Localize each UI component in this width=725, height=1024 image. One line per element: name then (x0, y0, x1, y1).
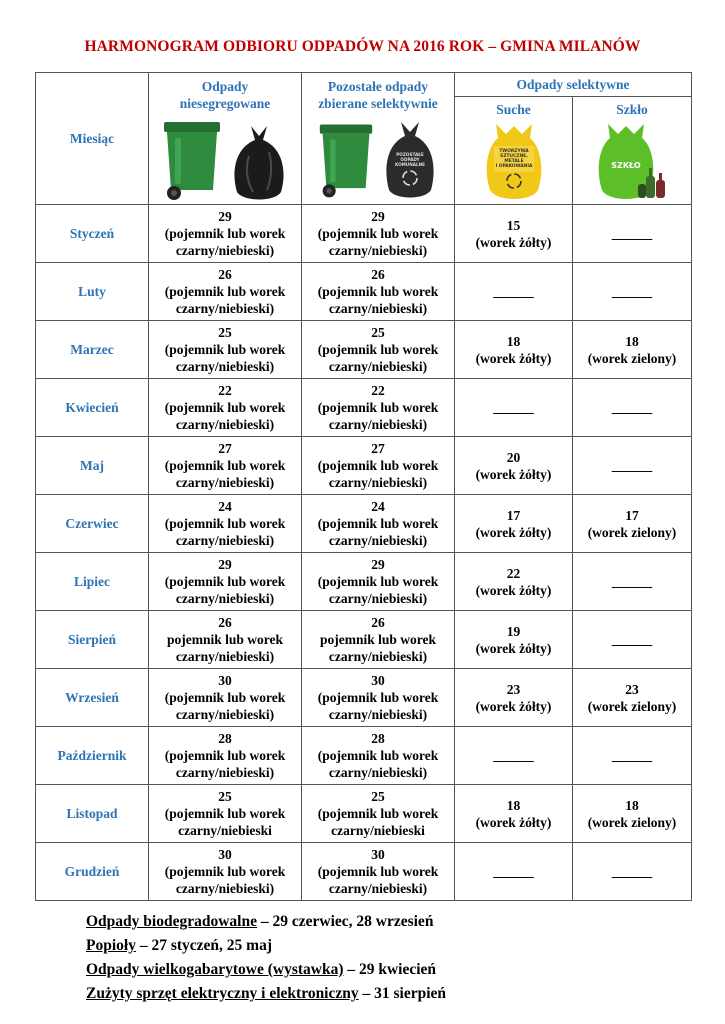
bag-type: (worek żółty) (475, 524, 552, 540)
pickup-day: 28 (371, 731, 385, 746)
container-color: czarny/niebieski) (328, 707, 428, 722)
month-cell: Październik (36, 727, 149, 785)
pickup-day: 25 (371, 325, 385, 340)
footer-dates: – 31 sierpień (358, 985, 447, 1002)
other-cell (302, 611, 455, 669)
container-type: (pojemnik lub worek (164, 574, 286, 589)
bag-type: (worek zielony) (587, 350, 677, 366)
container-color: czarny/niebieski) (328, 881, 428, 896)
container-color: czarny/niebieski) (175, 475, 275, 490)
container-type: (pojemnik lub worek (164, 342, 286, 357)
pickup-day: 30 (218, 847, 232, 862)
svg-text:KOMUNALNE: KOMUNALNE (395, 161, 425, 167)
glass-cell (573, 785, 692, 843)
month-cell: Sierpień (36, 611, 149, 669)
pickup-day: 23 (506, 681, 521, 697)
container-type: (pojemnik lub worek (317, 458, 439, 473)
glass-cell (573, 727, 692, 785)
mixed-cell (149, 843, 302, 901)
dry-cell (455, 379, 573, 437)
pickup-day: 29 (371, 557, 385, 572)
container-type: (pojemnik lub worek (317, 284, 439, 299)
footer-dates: – 29 czerwiec, 28 wrzesień (256, 913, 434, 930)
container-type: (pojemnik lub worek (164, 690, 286, 705)
bag-type: (worek żółty) (475, 698, 552, 714)
header-other-label: Pozostałe odpady zbierane selektywnie (318, 78, 438, 111)
other-cell (302, 263, 455, 321)
table-row (36, 495, 692, 553)
dry-cell (455, 611, 573, 669)
pickup-day: 18 (625, 333, 639, 349)
other-cell (302, 321, 455, 379)
pickup-day: 22 (218, 383, 232, 398)
pickup-day: 18 (506, 797, 521, 813)
container-type: (pojemnik lub worek (164, 748, 286, 763)
table-row (36, 669, 692, 727)
other-cell (302, 495, 455, 553)
container-color: czarny/niebieski) (328, 591, 428, 606)
container-color: czarny/niebieski) (175, 649, 275, 664)
container-type: (pojemnik lub worek (317, 342, 439, 357)
container-color: czarny/niebieski) (328, 533, 428, 548)
footer-label: Odpady wielkogabarytowe (wystawka) (86, 961, 344, 978)
month-cell: Czerwiec (36, 495, 149, 553)
mixed-cell (149, 611, 302, 669)
black-bag-recycle-icon (381, 118, 439, 202)
glass-cell (573, 263, 692, 321)
mixed-cell (149, 379, 302, 437)
glass-cell (573, 843, 692, 901)
mixed-cell (149, 669, 302, 727)
pickup-day: 25 (218, 325, 232, 340)
container-color: czarny/niebieski) (175, 243, 275, 258)
container-type: (pojemnik lub worek (164, 458, 286, 473)
header-selective: Odpady selektywne (455, 73, 692, 97)
svg-text:ODPADY: ODPADY (400, 156, 420, 162)
pickup-day: 22 (506, 565, 521, 581)
svg-text:SZTUCZNE,: SZTUCZNE, (499, 154, 528, 159)
table-row (36, 437, 692, 495)
container-color: czarny/niebieski) (175, 417, 275, 432)
pickup-day: 26 (371, 615, 385, 630)
table-row (36, 727, 692, 785)
mixed-cell (149, 205, 302, 263)
mixed-cell (149, 727, 302, 785)
container-type: pojemnik lub worek (166, 632, 284, 647)
header-glass (573, 97, 692, 205)
footer-line-bulky (86, 958, 446, 982)
bag-type: (worek żółty) (475, 234, 552, 250)
bag-type: (worek zielony) (587, 524, 677, 540)
month-cell: Listopad (36, 785, 149, 843)
pickup-day: 19 (506, 623, 521, 639)
footer-notes (86, 910, 446, 1006)
other-cell (302, 437, 455, 495)
pickup-day: 18 (625, 797, 639, 813)
pickup-day: 25 (218, 789, 232, 804)
svg-text:TWORZYWA: TWORZYWA (498, 149, 529, 154)
pickup-day: 25 (371, 789, 385, 804)
container-color: czarny/niebieski (331, 823, 425, 838)
container-color: czarny/niebieski) (328, 649, 428, 664)
container-type: (pojemnik lub worek (164, 284, 286, 299)
container-color: czarny/niebieski (178, 823, 272, 838)
dry-cell (455, 263, 573, 321)
header-other (302, 73, 455, 205)
no-pickup-dash: ______ (611, 864, 653, 879)
glass-cell (573, 437, 692, 495)
footer-line-biodegradable (86, 910, 446, 934)
pickup-day: 29 (218, 557, 232, 572)
header-dry (455, 97, 573, 205)
no-pickup-dash: ______ (493, 864, 534, 879)
container-type: (pojemnik lub worek (164, 806, 286, 821)
pickup-day: 15 (506, 217, 521, 233)
container-color: czarny/niebieski) (328, 765, 428, 780)
pickup-day: 23 (625, 681, 639, 697)
mixed-cell (149, 263, 302, 321)
container-type: (pojemnik lub worek (164, 516, 286, 531)
dry-cell (455, 437, 573, 495)
other-cell (302, 843, 455, 901)
pickup-day: 24 (371, 499, 385, 514)
mixed-cell (149, 553, 302, 611)
glass-cell (573, 611, 692, 669)
no-pickup-dash: ______ (493, 748, 534, 763)
footer-line-electronics (86, 982, 446, 1006)
pickup-day: 17 (625, 507, 639, 523)
svg-text:SZKŁO: SZKŁO (611, 161, 641, 170)
pickup-day: 18 (506, 333, 521, 349)
pickup-day: 27 (371, 441, 385, 456)
pickup-day: 30 (218, 673, 232, 688)
container-color: czarny/niebieski) (328, 475, 428, 490)
green-bin-icon (317, 118, 375, 202)
bag-type: (worek żółty) (475, 640, 552, 656)
no-pickup-dash: ______ (493, 284, 534, 299)
dry-cell (455, 843, 573, 901)
container-color: czarny/niebieski) (328, 417, 428, 432)
pickup-day: 28 (218, 731, 232, 746)
bag-type: (worek żółty) (475, 582, 552, 598)
pickup-day: 30 (371, 673, 385, 688)
container-color: czarny/niebieski) (175, 359, 275, 374)
month-cell: Lipiec (36, 553, 149, 611)
no-pickup-dash: ______ (493, 400, 534, 415)
no-pickup-dash: ______ (611, 284, 653, 299)
container-type: (pojemnik lub worek (317, 400, 439, 415)
other-cell (302, 205, 455, 263)
dry-cell (455, 785, 573, 843)
container-type: (pojemnik lub worek (317, 226, 439, 241)
container-type: (pojemnik lub worek (317, 748, 439, 763)
footer-dates: – 29 kwiecień (343, 961, 437, 978)
mixed-cell (149, 495, 302, 553)
container-color: czarny/niebieski) (328, 243, 428, 258)
glass-cell (573, 379, 692, 437)
mixed-cell (149, 785, 302, 843)
pickup-day: 26 (218, 615, 232, 630)
green-bin-icon (161, 118, 223, 202)
glass-cell (573, 495, 692, 553)
other-cell (302, 379, 455, 437)
no-pickup-dash: ______ (611, 226, 653, 241)
table-row (36, 321, 692, 379)
dry-cell (455, 669, 573, 727)
glass-cell (573, 321, 692, 379)
header-mixed-label: Odpady niesegregowane (179, 78, 271, 111)
no-pickup-dash: ______ (611, 748, 653, 763)
svg-text:POZOSTAŁE: POZOSTAŁE (396, 151, 424, 157)
mixed-cell (149, 321, 302, 379)
no-pickup-dash: ______ (611, 400, 653, 415)
footer-dates: – 27 styczeń, 25 maj (135, 937, 272, 954)
table-row (36, 553, 692, 611)
container-type: (pojemnik lub worek (164, 864, 286, 879)
footer-line-ashes (86, 934, 446, 958)
pickup-day: 20 (506, 449, 521, 465)
pickup-day: 22 (371, 383, 385, 398)
yellow-bag-icon (482, 122, 546, 202)
container-color: czarny/niebieski) (328, 301, 428, 316)
container-color: czarny/niebieski) (175, 881, 275, 896)
glass-cell (573, 205, 692, 263)
table-row (36, 205, 692, 263)
container-color: czarny/niebieski) (175, 591, 275, 606)
month-cell: Wrzesień (36, 669, 149, 727)
month-cell: Marzec (36, 321, 149, 379)
month-cell: Luty (36, 263, 149, 321)
container-color: czarny/niebieski) (328, 359, 428, 374)
header-glass-label: Szkło (616, 102, 648, 117)
pickup-day: 26 (371, 267, 385, 282)
header-month: Miesiąc (36, 73, 149, 205)
footer-label: Popioły (86, 937, 136, 954)
month-cell: Grudzień (36, 843, 149, 901)
dry-cell (455, 553, 573, 611)
container-type: (pojemnik lub worek (317, 806, 439, 821)
dry-cell (455, 321, 573, 379)
dry-cell (455, 495, 573, 553)
container-color: czarny/niebieski) (175, 301, 275, 316)
page-title: HARMONOGRAM ODBIORU ODPADÓW NA 2016 ROK – GMINA MILANÓW (84, 38, 641, 55)
svg-text:I OPAKOWANIA: I OPAKOWANIA (495, 164, 532, 169)
table-row (36, 263, 692, 321)
container-type: (pojemnik lub worek (317, 690, 439, 705)
container-type: (pojemnik lub worek (164, 226, 286, 241)
footer-label: Zużyty sprzęt elektryczny i elektroniczny (86, 985, 359, 1002)
pickup-day: 27 (218, 441, 232, 456)
other-cell (302, 669, 455, 727)
svg-text:METALE: METALE (503, 159, 524, 164)
other-cell (302, 727, 455, 785)
pickup-day: 17 (506, 507, 521, 523)
container-type: (pojemnik lub worek (317, 516, 439, 531)
month-cell: Kwiecień (36, 379, 149, 437)
table-row (36, 379, 692, 437)
no-pickup-dash: ______ (611, 458, 653, 473)
header-dry-label: Suche (496, 102, 531, 117)
dry-cell (455, 727, 573, 785)
no-pickup-dash: ______ (611, 632, 653, 647)
bag-type: (worek żółty) (475, 814, 552, 830)
pickup-day: 24 (218, 499, 232, 514)
other-cell (302, 553, 455, 611)
container-type: (pojemnik lub worek (164, 400, 286, 415)
pickup-day: 29 (218, 209, 232, 224)
bag-type: (worek zielony) (587, 814, 677, 830)
container-color: czarny/niebieski) (175, 707, 275, 722)
month-cell: Styczeń (36, 205, 149, 263)
table-row (36, 611, 692, 669)
pickup-day: 30 (371, 847, 385, 862)
table-row (36, 843, 692, 901)
container-type: (pojemnik lub worek (317, 574, 439, 589)
black-bag-icon (229, 122, 289, 202)
header-mixed (149, 73, 302, 205)
no-pickup-dash: ______ (611, 574, 653, 589)
container-color: czarny/niebieski) (175, 533, 275, 548)
bag-type: (worek żółty) (475, 466, 552, 482)
bag-type: (worek żółty) (475, 350, 552, 366)
green-bag-bottles-icon (594, 122, 670, 202)
bag-type: (worek zielony) (587, 698, 677, 714)
glass-cell (573, 669, 692, 727)
mixed-cell (149, 437, 302, 495)
glass-cell (573, 553, 692, 611)
container-type: pojemnik lub worek (319, 632, 437, 647)
pickup-day: 26 (218, 267, 232, 282)
pickup-day: 29 (371, 209, 385, 224)
footer-label: Odpady biodegradowalne (86, 913, 257, 930)
container-type: (pojemnik lub worek (317, 864, 439, 879)
table-row (36, 785, 692, 843)
dry-cell (455, 205, 573, 263)
other-cell (302, 785, 455, 843)
schedule-table (35, 72, 692, 901)
month-cell: Maj (36, 437, 149, 495)
container-color: czarny/niebieski) (175, 765, 275, 780)
